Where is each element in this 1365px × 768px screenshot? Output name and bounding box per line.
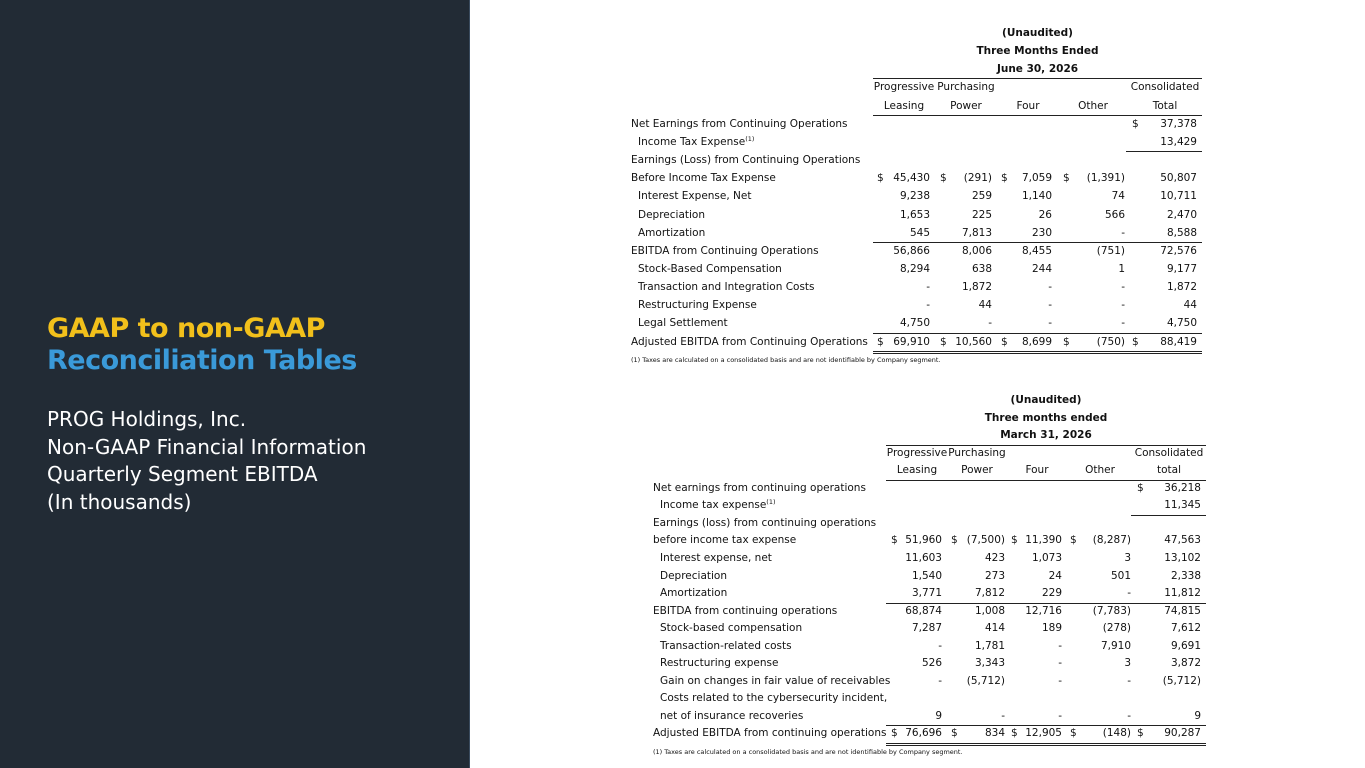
- cell-value: (1,391): [1086, 172, 1125, 185]
- footnote-marker: (1): [766, 498, 776, 507]
- cell-value: 10,560: [955, 335, 992, 348]
- cell-value: -: [1048, 317, 1052, 330]
- cell-value: 24: [1048, 569, 1062, 582]
- dollar-sign: $: [1137, 481, 1144, 494]
- cell-value: 76,696: [905, 727, 942, 740]
- dollar-sign: $: [1063, 335, 1070, 348]
- row-label-text: Legal Settlement: [638, 317, 728, 330]
- cell-value: 88,419: [1160, 335, 1197, 348]
- row-label-text: EBITDA from continuing operations: [653, 604, 838, 617]
- cell-value: 45,430: [893, 172, 930, 185]
- cell-value: 244: [1031, 262, 1052, 275]
- dollar-sign: $: [940, 172, 947, 185]
- table-row: [0, 673, 1365, 691]
- total-double-rule: [886, 743, 1206, 746]
- dollar-sign: $: [1070, 727, 1077, 740]
- row-label-text: Depreciation: [638, 208, 705, 221]
- table-row: [0, 708, 1365, 726]
- table-header-line: (Unaudited): [1002, 27, 1073, 39]
- column-header: Other: [1078, 99, 1108, 112]
- cell-value: (7,783): [1092, 604, 1131, 617]
- table-row: [0, 725, 1365, 743]
- units-note: (In thousands): [47, 489, 192, 514]
- company-name: PROG Holdings, Inc.: [47, 407, 247, 431]
- table-footnote: (1) Taxes are calculated on a consolidated basis and are not identifiable by Company segment.: [631, 355, 941, 364]
- cell-value: 9: [935, 709, 942, 722]
- row-label-text: Stock-Based Compensation: [638, 262, 782, 275]
- cell-value: 4,750: [1166, 317, 1197, 330]
- dollar-sign: $: [1001, 335, 1008, 348]
- table-footnote: (1) Taxes are calculated on a consolidated basis and are not identifiable by Company segment.: [653, 748, 963, 756]
- cell-value: 4,750: [899, 317, 930, 330]
- cell-value: 1,140: [1021, 190, 1052, 203]
- cell-value: -: [926, 281, 930, 294]
- cell-value: 9,177: [1166, 262, 1197, 275]
- row-label-text: Depreciation: [660, 569, 727, 582]
- cell-value: 273: [984, 569, 1005, 582]
- cell-value: 1,872: [961, 281, 992, 294]
- cell-value: 11,345: [1164, 499, 1201, 512]
- row-label: [660, 550, 772, 568]
- cell-value: -: [938, 674, 942, 687]
- cell-value: 1,872: [1166, 281, 1197, 294]
- cell-value: 8,455: [1021, 244, 1052, 257]
- dollar-sign: $: [1011, 727, 1018, 740]
- cell-value: 2,338: [1170, 569, 1201, 582]
- cell-value: 7,910: [1100, 639, 1131, 652]
- cell-value: (278): [1102, 622, 1131, 635]
- cell-value: 68,874: [905, 604, 942, 617]
- cell-value: -: [1048, 281, 1052, 294]
- table-row: [0, 515, 1365, 533]
- cell-value: 9: [1194, 709, 1201, 722]
- row-label-text: Restructuring Expense: [638, 299, 757, 312]
- cell-value: 545: [909, 226, 930, 239]
- table-row: [0, 532, 1365, 550]
- column-header: Four: [1016, 99, 1040, 112]
- cell-value: -: [1121, 226, 1125, 239]
- row-label: [653, 480, 866, 498]
- cell-value: 3: [1124, 657, 1131, 670]
- column-header: total: [1156, 464, 1181, 477]
- column-header: Consolidated: [1134, 446, 1204, 459]
- table-row: [0, 497, 1365, 515]
- row-label-text: Restructuring expense: [660, 657, 779, 670]
- cell-value: 44: [978, 299, 992, 312]
- table-row: [0, 638, 1365, 656]
- cell-value: 8,294: [899, 262, 930, 275]
- dollar-sign: $: [940, 335, 947, 348]
- row-label: [660, 655, 778, 673]
- cell-value: 3: [1124, 551, 1131, 564]
- cell-value: 638: [971, 262, 992, 275]
- cell-value: 2,470: [1166, 208, 1197, 221]
- subtotal-rule: [886, 603, 1206, 604]
- column-header: Power: [961, 464, 993, 477]
- cell-value: 8,699: [1021, 335, 1052, 348]
- table-row: [0, 690, 1365, 708]
- table-row: [0, 655, 1365, 673]
- cell-value: -: [1058, 657, 1062, 670]
- cell-value: 7,287: [911, 622, 942, 635]
- cell-value: -: [1121, 281, 1125, 294]
- table-row: [0, 620, 1365, 638]
- column-header: Leasing: [896, 464, 938, 477]
- cell-value: 7,813: [961, 226, 992, 239]
- cell-value: 1: [1118, 262, 1125, 275]
- cell-value: 12,716: [1025, 604, 1062, 617]
- cell-value: 36,218: [1164, 481, 1201, 494]
- cell-value: -: [1121, 299, 1125, 312]
- report-subject: Quarterly Segment EBITDA: [47, 462, 318, 486]
- dollar-sign: $: [1063, 172, 1070, 185]
- row-label-text: Amortization: [638, 226, 706, 239]
- cell-value: 501: [1110, 569, 1131, 582]
- cell-value: -: [926, 299, 930, 312]
- column-header: Four: [1025, 464, 1049, 477]
- row-label: [660, 497, 776, 515]
- footnote-marker: (1): [745, 134, 755, 143]
- cell-value: -: [938, 639, 942, 652]
- row-label: [653, 515, 876, 533]
- table-header-line: March 31, 2026: [1000, 429, 1092, 442]
- cell-value: -: [1058, 709, 1062, 722]
- cell-value: -: [1058, 674, 1062, 687]
- cell-value: -: [1001, 709, 1005, 722]
- cell-value: -: [1127, 587, 1131, 600]
- table-row: [0, 550, 1365, 568]
- cell-value: 11,812: [1164, 587, 1201, 600]
- column-header: Purchasing: [937, 81, 995, 94]
- row-label-text: Interest Expense, Net: [638, 190, 752, 203]
- table-header-line: Three months ended: [984, 411, 1108, 424]
- cell-value: 414: [984, 622, 1005, 635]
- cell-value: -: [1121, 317, 1125, 330]
- row-label: [660, 690, 887, 708]
- row-label-text: Interest expense, net: [660, 551, 772, 564]
- cell-value: 72,576: [1160, 244, 1197, 257]
- column-header: Consolidated: [1130, 81, 1200, 94]
- column-header: Purchasing: [948, 446, 1006, 459]
- cell-value: -: [1058, 639, 1062, 652]
- row-label: [660, 673, 890, 691]
- column-header: Leasing: [883, 99, 925, 112]
- cell-value: 423: [984, 551, 1005, 564]
- table-header-line: (Unaudited): [1010, 394, 1082, 406]
- cell-value: 56,866: [893, 244, 930, 257]
- row-label-text: Net earnings from continuing operations: [653, 481, 866, 494]
- dollar-sign: $: [891, 534, 898, 547]
- column-header: Progressive: [873, 81, 935, 94]
- row-label: [660, 585, 727, 603]
- cell-value: 8,588: [1166, 226, 1197, 239]
- row-label-text: Earnings (loss) from continuing operations: [653, 516, 877, 529]
- row-label-text: Stock-based compensation: [660, 622, 803, 635]
- column-header: Total: [1152, 99, 1178, 112]
- dollar-sign: $: [1070, 534, 1077, 547]
- cell-value: (5,712): [966, 674, 1005, 687]
- cell-value: 1,540: [911, 569, 942, 582]
- cell-value: -: [1127, 674, 1131, 687]
- cell-value: 90,287: [1164, 727, 1201, 740]
- cell-value: 9,691: [1170, 639, 1201, 652]
- cell-value: 526: [921, 657, 942, 670]
- row-label-text: Amortization: [660, 587, 728, 600]
- table-row: [0, 480, 1365, 498]
- subtotal-rule: [1131, 515, 1206, 516]
- cell-value: (291): [963, 172, 992, 185]
- dollar-sign: $: [877, 335, 884, 348]
- row-label: [660, 620, 802, 638]
- cell-value: 1,073: [1031, 551, 1062, 564]
- dollar-sign: $: [1132, 335, 1139, 348]
- row-label-text: Costs related to the cybersecurity incident,: [660, 692, 888, 705]
- row-label-text: net of insurance recoveries: [660, 709, 804, 722]
- row-label: [653, 725, 886, 743]
- cell-value: 8,006: [961, 244, 992, 257]
- row-label: [653, 603, 837, 621]
- cell-value: 47,563: [1164, 534, 1201, 547]
- table-row: [0, 585, 1365, 603]
- cell-value: (5,712): [1162, 674, 1201, 687]
- cell-value: -: [1048, 299, 1052, 312]
- column-header: Power: [950, 99, 982, 112]
- slide-title-line2: Reconciliation Tables: [47, 345, 357, 376]
- cell-value: 1,781: [974, 639, 1005, 652]
- table-row: [0, 568, 1365, 586]
- cell-value: (7,500): [966, 534, 1005, 547]
- cell-value: 230: [1031, 226, 1052, 239]
- table-row: [0, 603, 1365, 621]
- dollar-sign: $: [1011, 534, 1018, 547]
- cell-value: 1,653: [899, 208, 930, 221]
- row-label: [660, 568, 727, 586]
- cell-value: 9,238: [899, 190, 930, 203]
- cell-value: 12,905: [1025, 727, 1062, 740]
- cell-value: -: [1127, 709, 1131, 722]
- cell-value: 51,960: [905, 534, 942, 547]
- cell-value: 225: [971, 208, 992, 221]
- cell-value: 10,711: [1160, 190, 1197, 203]
- row-label: [653, 532, 796, 550]
- cell-value: 1,008: [974, 604, 1005, 617]
- row-label: [660, 638, 792, 656]
- dollar-sign: $: [951, 534, 958, 547]
- row-label-text: Adjusted EBITDA from continuing operations: [653, 727, 887, 740]
- cell-value: 189: [1041, 622, 1062, 635]
- column-header: Progressive: [886, 446, 948, 459]
- cell-value: 566: [1104, 208, 1125, 221]
- row-label-text: Income Tax Expense: [638, 135, 746, 148]
- cell-value: 11,390: [1025, 534, 1062, 547]
- row-label-text: before income tax expense: [653, 534, 797, 547]
- cell-value: 13,429: [1160, 135, 1197, 148]
- cell-value: 69,910: [893, 335, 930, 348]
- cell-value: 259: [971, 190, 992, 203]
- row-label-text: Adjusted EBITDA from Continuing Operations: [631, 335, 868, 348]
- cell-value: -: [988, 317, 992, 330]
- cell-value: 11,603: [905, 551, 942, 564]
- cell-value: (751): [1096, 244, 1125, 257]
- cell-value: 74: [1111, 190, 1125, 203]
- cell-value: 229: [1041, 587, 1062, 600]
- dollar-sign: $: [891, 727, 898, 740]
- subtotal-rule: [886, 725, 1206, 726]
- column-header: Other: [1085, 464, 1115, 477]
- row-label-text: Before Income Tax Expense: [631, 172, 776, 185]
- dollar-sign: $: [1001, 172, 1008, 185]
- table-header-line: Three Months Ended: [976, 45, 1099, 58]
- table-header-line: June 30, 2026: [996, 63, 1079, 76]
- dollar-sign: $: [1137, 727, 1144, 740]
- slide-title-line1: GAAP to non-GAAP: [47, 313, 325, 344]
- cell-value: 834: [984, 727, 1005, 740]
- dollar-sign: $: [877, 172, 884, 185]
- report-name: Non-GAAP Financial Information: [47, 434, 367, 459]
- cell-value: 7,059: [1021, 172, 1052, 185]
- row-label-text: Income tax expense: [660, 499, 767, 512]
- cell-value: 7,812: [974, 587, 1005, 600]
- cell-value: 37,378: [1160, 117, 1197, 130]
- cell-value: 3,343: [974, 657, 1005, 670]
- cell-value: 3,872: [1170, 657, 1201, 670]
- row-label-text: Transaction-related costs: [660, 639, 792, 652]
- cell-value: (750): [1096, 335, 1125, 348]
- cell-value: (8,287): [1092, 534, 1131, 547]
- dollar-sign: $: [1132, 117, 1139, 130]
- dollar-sign: $: [951, 727, 958, 740]
- row-label-text: EBITDA from Continuing Operations: [631, 244, 819, 257]
- row-label-text: Transaction and Integration Costs: [638, 281, 815, 294]
- cell-value: 74,815: [1164, 604, 1201, 617]
- cell-value: (148): [1102, 727, 1131, 740]
- cell-value: 7,612: [1170, 622, 1201, 635]
- cell-value: 13,102: [1164, 551, 1201, 564]
- row-label-text: Earnings (Loss) from Continuing Operations: [631, 154, 861, 167]
- cell-value: 26: [1038, 208, 1052, 221]
- cell-value: 44: [1183, 299, 1197, 312]
- cell-value: 50,807: [1160, 172, 1197, 185]
- row-label-text: Gain on changes in fair value of receivables: [660, 674, 891, 687]
- row-label: [660, 708, 803, 726]
- row-label-text: Net Earnings from Continuing Operations: [631, 117, 848, 130]
- cell-value: 3,771: [911, 587, 942, 600]
